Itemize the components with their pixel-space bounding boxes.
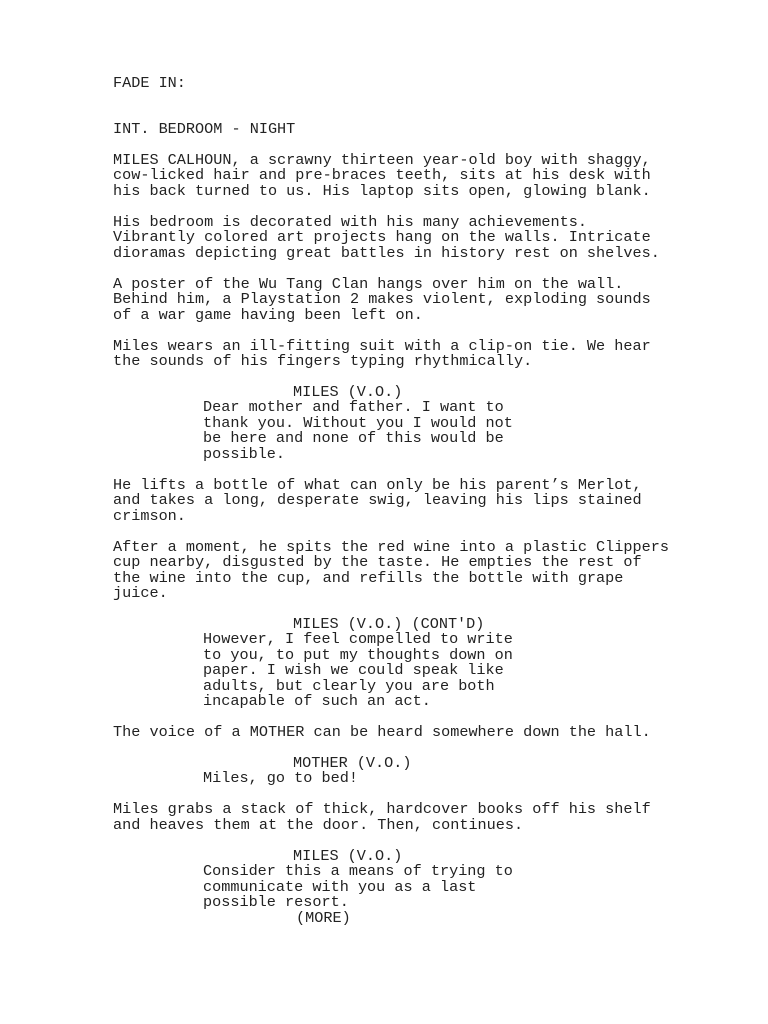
dialogue-line: adults, but clearly you are both (203, 677, 495, 695)
character-name: MILES (V.O.) (293, 383, 403, 401)
dialogue-line: possible resort. (203, 893, 349, 911)
action-line: A poster of the Wu Tang Clan hangs over him on the wall. (113, 275, 624, 293)
action-line: and takes a long, desperate swig, leaving his lips stained (113, 491, 642, 509)
action-line: MILES CALHOUN, a scrawny thirteen year-old boy with shaggy, (113, 151, 651, 169)
action-line: He lifts a bottle of what can only be his parent’s Merlot, (113, 476, 642, 494)
action-line: dioramas depicting great battles in history rest on shelves. (113, 244, 660, 262)
action-line: After a moment, he spits the red wine into a plastic Clippers (113, 538, 669, 556)
action-line: The voice of a MOTHER can be heard somewhere down the hall. (113, 723, 651, 741)
dialogue-line: incapable of such an act. (203, 692, 431, 710)
dialogue-line: communicate with you as a last (203, 878, 477, 896)
scene-heading: INT. BEDROOM - NIGHT (113, 120, 296, 138)
dialogue-line: be here and none of this would be (203, 429, 504, 447)
dialogue-line: possible. (203, 445, 286, 463)
action-line: Behind him, a Playstation 2 makes violent, exploding sounds (113, 290, 651, 308)
action-line: crimson. (113, 507, 186, 525)
action-line: his back turned to us. His laptop sits open, glowing blank. (113, 182, 651, 200)
character-name: MILES (V.O.) (CONT'D) (293, 615, 485, 633)
dialogue-line: Dear mother and father. I want to (203, 398, 504, 416)
action-line: Miles grabs a stack of thick, hardcover books off his shelf (113, 800, 651, 818)
dialogue-line: Consider this a means of trying to (203, 862, 513, 880)
dialogue-line: thank you. Without you I would not (203, 414, 513, 432)
action-line: of a war game having been left on. (113, 306, 423, 324)
action-line: and heaves them at the door. Then, continues. (113, 816, 524, 834)
action-line: His bedroom is decorated with his many achievements. (113, 213, 587, 231)
dialogue-line: paper. I wish we could speak like (203, 661, 504, 679)
character-name: MILES (V.O.) (293, 847, 403, 865)
dialogue-line: to you, to put my thoughts down on (203, 646, 513, 664)
dialogue-line: However, I feel compelled to write (203, 630, 513, 648)
transition: FADE IN: (113, 74, 186, 92)
more-marker: (MORE) (296, 909, 351, 927)
dialogue-line: Miles, go to bed! (203, 769, 358, 787)
action-line: Vibrantly colored art projects hang on the walls. Intricate (113, 228, 651, 246)
action-line: juice. (113, 584, 168, 602)
action-line: the wine into the cup, and refills the bottle with grape (113, 569, 624, 587)
action-line: the sounds of his fingers typing rhythmically. (113, 352, 533, 370)
character-name: MOTHER (V.O.) (293, 754, 412, 772)
action-line: cup nearby, disgusted by the taste. He empties the rest of (113, 553, 642, 571)
action-line: Miles wears an ill-fitting suit with a clip-on tie. We hear (113, 337, 651, 355)
action-line: cow-licked hair and pre-braces teeth, sits at his desk with (113, 166, 651, 184)
